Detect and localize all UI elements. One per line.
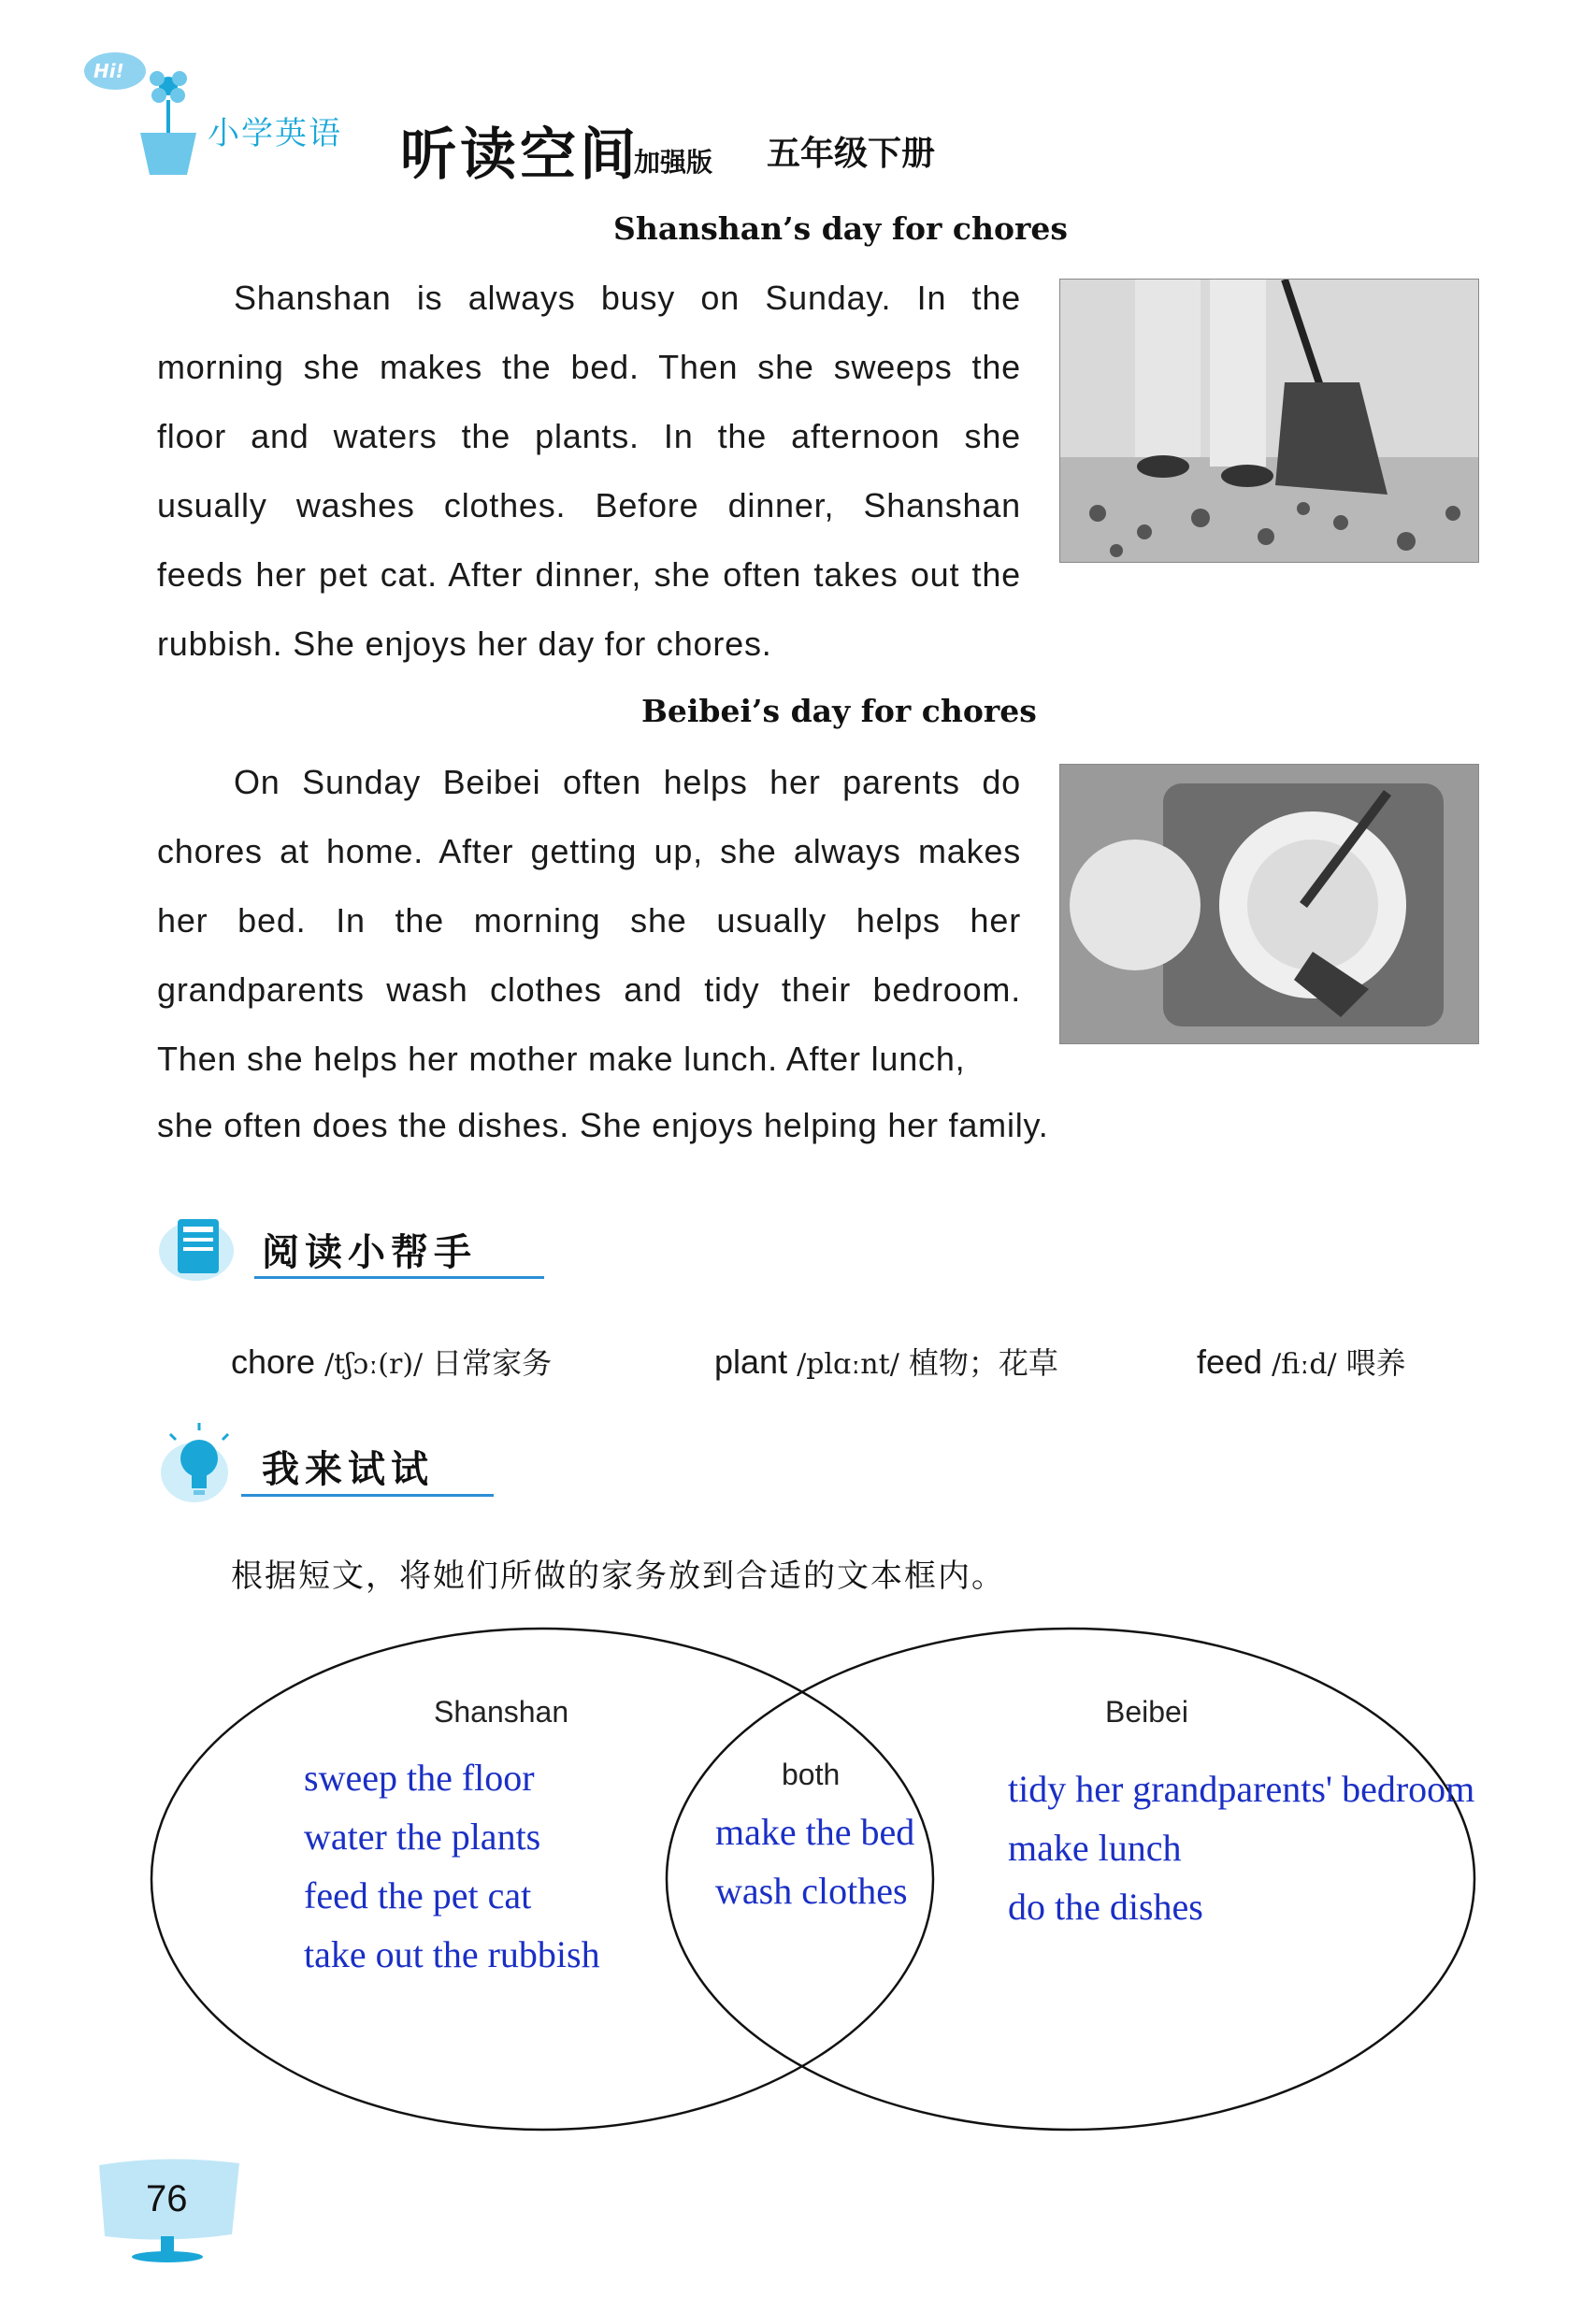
vocab-meaning: 日常家务 (432, 1345, 553, 1381)
sweeping-photo (1059, 279, 1479, 563)
venn-label-shanshan: Shanshan (434, 1695, 569, 1729)
reading-helper-label: 阅读小帮手 (262, 1231, 477, 1274)
vocab-phonetic: /plɑːnt/ (797, 1348, 899, 1381)
venn-label-beibei: Beibei (1105, 1695, 1188, 1729)
vocab-word: feed (1197, 1342, 1263, 1381)
header-series: 听读空间 (400, 122, 640, 188)
header-subject: 小学英语 (208, 115, 342, 152)
vocab-meaning: 植物；花草 (908, 1345, 1058, 1381)
vocab-chore (231, 1340, 552, 1383)
passage1-title: Shanshan’s day for chores (613, 210, 1068, 247)
vocab-plant (714, 1340, 1058, 1383)
answer-item: make the bed (715, 1811, 915, 1853)
vocab-word: plant (714, 1342, 788, 1381)
vocab-phonetic: /fiːd/ (1272, 1348, 1337, 1381)
passage1-text: Shanshan is always busy on Sunday. In the morning she makes the bed. Then she sweeps the floor and waters the plants. In the afternoon she usually washes clothes. Before dinner, Shanshan feeds her pet cat. After dinner, she often takes out the rubbish. She enjoys her day for chores. (157, 279, 1021, 663)
book-icon (157, 1206, 260, 1290)
passage2-title: Beibei’s day for chores (641, 693, 1037, 729)
answer-item: do the dishes (1008, 1886, 1203, 1928)
answer-item: take out the rubbish (304, 1933, 600, 1975)
flower-pot-icon (131, 58, 206, 179)
page-number: 76 (146, 2178, 188, 2219)
answer-item: feed the pet cat (304, 1874, 532, 1917)
hi-text: Hi! (93, 60, 124, 82)
header-grade: 五年级下册 (767, 135, 936, 173)
instruction-text: 根据短文，将她们所做的家务放到合适的文本框内。 (231, 1558, 1005, 1595)
answer-item: sweep the floor (304, 1757, 535, 1799)
header-edition: 加强版 (634, 147, 713, 178)
answer-item: make lunch (1008, 1827, 1182, 1869)
answer-item: water the plants (304, 1816, 541, 1858)
beibei-answers (1008, 1759, 1474, 1936)
passage2-last-line: she often does the dishes. She enjoys helping her family. (157, 1106, 1049, 1144)
lightbulb-icon (157, 1421, 251, 1515)
vocab-meaning: 喂养 (1345, 1345, 1406, 1381)
try-it-underline (241, 1494, 494, 1497)
venn-label-both: both (782, 1758, 841, 1791)
vocab-word: chore (231, 1342, 316, 1381)
dishwashing-photo (1059, 764, 1479, 1044)
answer-item: tidy her grandparents' bedroom (1008, 1768, 1475, 1810)
reading-helper-underline (254, 1276, 544, 1279)
vocab-phonetic: /tʃɔː(r)/ (324, 1348, 424, 1381)
shanshan-answers (304, 1748, 600, 1984)
try-it-label: 我来试试 (262, 1448, 434, 1491)
answer-item: wash clothes (715, 1870, 908, 1912)
vocab-feed (1197, 1340, 1406, 1383)
passage2-text: On Sunday Beibei often helps her parents do chores at home. After getting up, she always makes her bed. In the morning she usually helps her grandparents wash clothes and tidy their bedroom. Then she helps her mother make lunch. After lunch, (157, 763, 1021, 1078)
both-answers (715, 1802, 914, 1920)
